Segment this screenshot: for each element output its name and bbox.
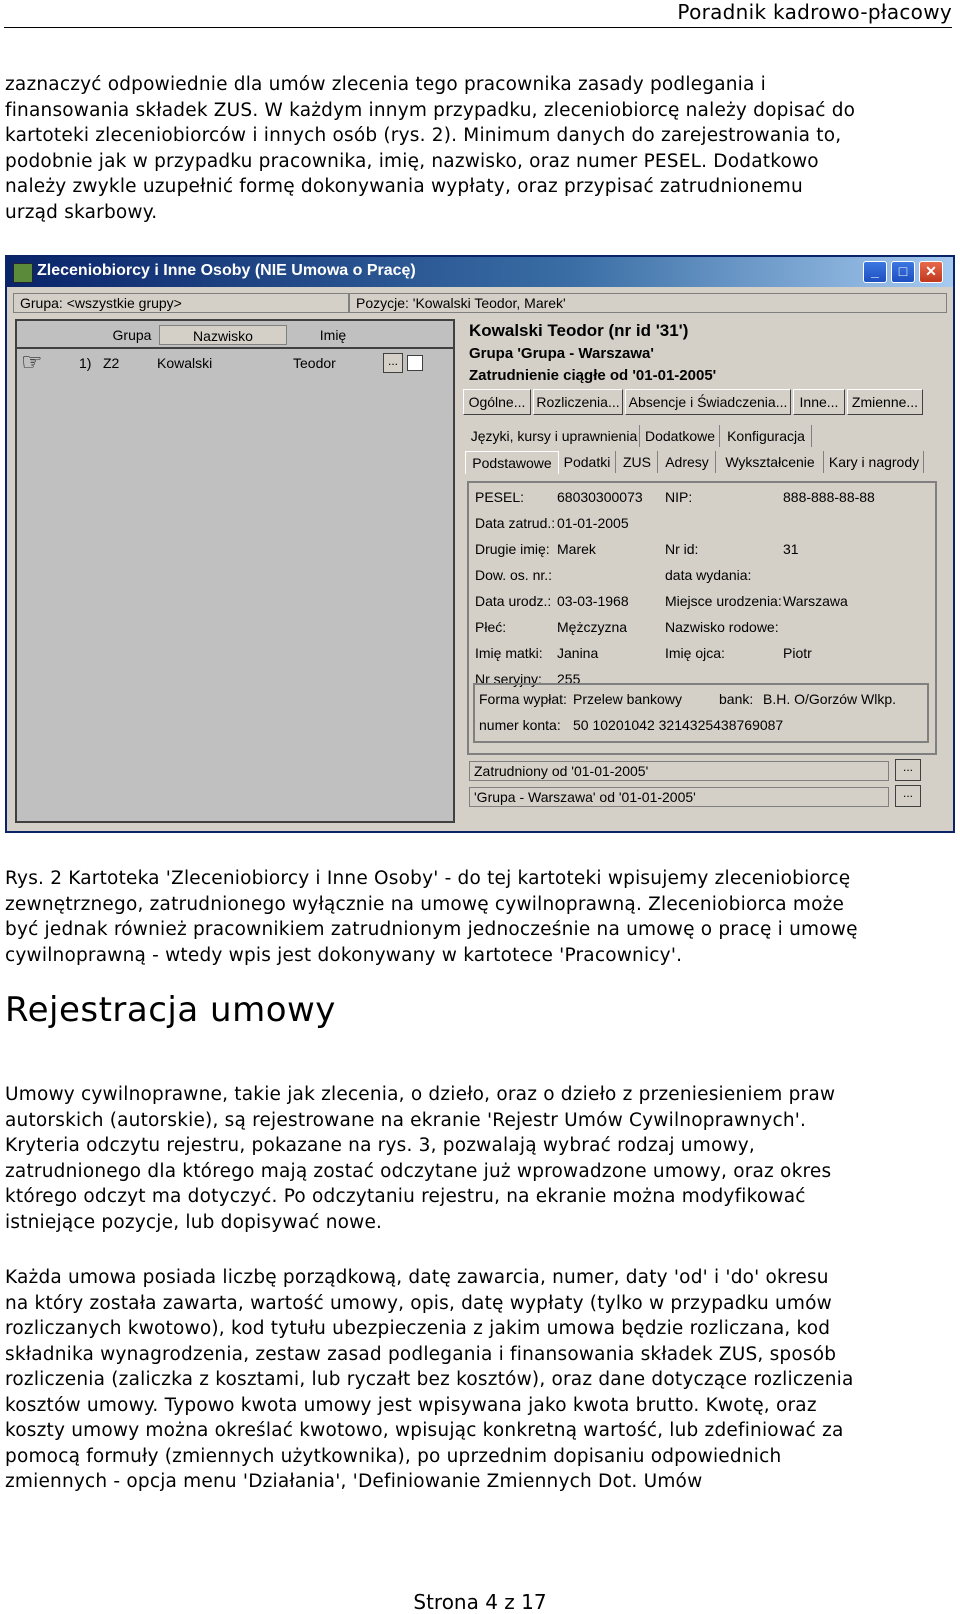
numer-konta-value: 50 10201042 3214325438769087 [573,717,784,733]
pesel-label: PESEL: [475,489,525,505]
minimize-icon[interactable]: _ [863,261,887,283]
header-rule [4,27,952,28]
pesel-value: 68030300073 [557,489,643,505]
bank-label: bank: [719,691,754,707]
imie-matki-value: Janina [557,645,599,661]
nr-seryjny-value: 255 [557,671,581,687]
imie-ojca-label: Imię ojca: [665,645,725,661]
header-divider [17,347,453,349]
status1-ellipsis-button[interactable]: ... [895,759,921,781]
app-window [5,255,955,833]
zmienne-button[interactable]: Zmienne... [847,389,923,415]
pointing-hand-icon: ☞ [21,349,43,376]
absencje-button[interactable]: Absencje i Świadczenia... [625,389,791,415]
row-grupa[interactable]: Z2 [103,355,120,371]
maximize-icon[interactable]: □ [891,261,915,283]
miejsce-urodzenia-value: Warszawa [783,593,848,609]
data-wydania-label: data wydania: [665,567,752,583]
forma-wyplat-value: Przelew bankowy [573,691,682,707]
employment-status-field[interactable]: Zatrudniony od '01-01-2005' [469,761,889,781]
paragraph-contract-details: Każda umowa posiada liczbę porządkową, datę zawarcia, numer, daty 'od' i 'do' okresu na który została zawarta, wartość umowy, opis, datę wypłaty (tylko w przypadku umów rozliczanych kwotowo), kod tytułu ubezpieczenia z jakim umowa będzie rozliczana, kod składnika wynagrodzenia, zestaw zasad podlegania i finansowania składek ZUS, sposób rozliczenia (zaliczka z kosztami, lub ryczałt bez kosztów), oraz dane dotyczące rozliczenia kosztów umowy. Typowo kwota umowy jest wpisywana jako kwota brutto. Kwotę, oraz koszty umowy można określać kwotowo, wpisując konkretną wartość, lub zdefiniować za pomocą formuły (zmiennych użytkownika), po uprzednim dopisaniu odpowiednich zmiennych - opcja menu 'Działania', 'Definiowanie Zmiennych Dot. Umów [5,1267,854,1492]
column-header-grupa[interactable]: Grupa [112,327,152,343]
nr-id-label: Nr id: [665,541,699,557]
tab-podstawowe[interactable]: Podstawowe [465,451,559,474]
plec-value: Mężczyzna [557,619,628,635]
column-header-nazwisko[interactable]: Nazwisko [159,325,287,345]
imie-ojca-value: Piotr [783,645,812,661]
tab-wyksztalcenie[interactable]: Wykształcenie [717,451,824,473]
paragraph-registration: Umowy cywilnoprawne, takie jak zlecenia, o dzieło, oraz o dzieło z przeniesieniem praw autorskich (autorskie), są rejestrowane na ekranie 'Rejestr Umów Cywilnoprawnych'. Kryteria odczytu rejestru, pokazane na rys. 3, pozwalają wybrać rodzaj umowy, zatrudnionego dla którego mają zostać odczytane już wprowadzone umowy, oraz okres którego odczyt ma dotyczyć. Po odczytaniu rejestru, na ekranie można modyfikować istniejące pozycje, lub dopisywać nowe. [5,1084,836,1233]
data-urodz-value: 03-03-1968 [557,593,629,609]
group-filter-bar[interactable]: Grupa: <wszystkie grupy> [13,293,349,313]
tab-konfiguracja[interactable]: Konfiguracja [721,425,812,447]
figure-caption: Rys. 2 Kartoteka 'Zleceniobiorcy i Inne Osoby' - do tej kartoteki wpisujemy zleceniobiorcę zewnętrznego, zatrudnionego wyłącznie na umowę cywilnoprawną. Zleceniobiorca może być jednak również pracownikiem zatrudnionym jednocześnie na umowę o pracę i umowę cywilnoprawną - wtedy wpis jest dokonywany w kartotece 'Pracownicy'. [5,868,858,966]
basic-data-panel [467,481,937,755]
tab-adresy[interactable]: Adresy [659,451,716,473]
nazwisko-rodowe-label: Nazwisko rodowe: [665,619,779,635]
person-group: Grupa 'Grupa - Warszawa' [469,345,654,362]
numer-konta-label: numer konta: [479,717,561,733]
section-title: Rejestracja umowy [5,990,336,1030]
row-imie[interactable]: Teodor [293,355,336,371]
row-checkbox[interactable] [407,355,423,371]
running-header: Poradnik kadrowo-płacowy [677,0,952,24]
data-zatrud-label: Data zatrud.: [475,515,556,531]
row-ellipsis-button[interactable]: ... [383,353,403,373]
row-nazwisko[interactable]: Kowalski [157,355,213,371]
data-zatrud-value: 01-01-2005 [557,515,629,531]
tab-jezyki[interactable]: Języki, kursy i uprawnienia [469,425,640,447]
drugie-imie-label: Drugie imię: [475,541,550,557]
payment-subpanel [473,683,929,743]
plec-label: Płeć: [475,619,507,635]
close-icon[interactable]: ✕ [919,261,943,283]
row-number: 1) [79,355,92,371]
nip-label: NIP: [665,489,693,505]
group-status-field[interactable]: 'Grupa - Warszawa' od '01-01-2005' [469,787,889,807]
nr-id-value: 31 [783,541,799,557]
tab-dodatkowe[interactable]: Dodatkowe [641,425,720,447]
tab-kary-nagrody[interactable]: Kary i nagrody [825,451,924,473]
rozliczenia-button[interactable]: Rozliczenia... [533,389,623,415]
employee-list [15,319,455,823]
nr-seryjny-label: Nr seryjny: [475,671,542,687]
forma-wyplat-label: Forma wypłat: [479,691,567,707]
person-name: Kowalski Teodor (nr id '31') [469,321,689,340]
tab-zus[interactable]: ZUS [617,451,658,473]
tab-podatki[interactable]: Podatki [559,451,616,473]
employment-info: Zatrudnienie ciągłe od '01-01-2005' [469,367,717,384]
data-urodz-label: Data urodz.: [475,593,552,609]
drugie-imie-value: Marek [557,541,596,557]
page-footer: Strona 4 z 17 [413,1590,547,1614]
ogolne-button[interactable]: Ogólne... [463,389,531,415]
window-title: Zleceniobiorcy i Inne Osoby (NIE Umowa o Pracę) [37,262,416,279]
miejsce-urodzenia-label: Miejsce urodzenia: [665,593,782,609]
bank-value: B.H. O/Gorzów Wlkp. [763,691,897,707]
intro-paragraph: zaznaczyć odpowiednie dla umów zlecenia tego pracownika zasady podlegania i finansowania składek ZUS. W każdym innym przypadku, zleceniobiorcę należy dopisać do kartoteki zleceniobiorców i innych osób (rys. 2). Minimum danych do zarejestrowania to, podobnie jak w przypadku pracownika, imię, nazwisko, oraz numer PESEL. Dodatkowo należy zwykle uzupełnić formę dokonywania wypłaty, oraz przypisać zatrudnionemu urząd skarbowy. [5,74,856,223]
window-titlebar [7,257,953,287]
position-bar: Pozycje: 'Kowalski Teodor, Marek' [349,293,947,313]
dowod-label: Dow. os. nr.: [475,567,553,583]
column-header-imie[interactable]: Imię [319,327,347,343]
inne-button[interactable]: Inne... [793,389,845,415]
imie-matki-label: Imię matki: [475,645,543,661]
details-pane [463,319,943,823]
nip-value: 888-888-88-88 [783,489,875,505]
status2-ellipsis-button[interactable]: ... [895,785,921,807]
app-icon [13,263,33,283]
